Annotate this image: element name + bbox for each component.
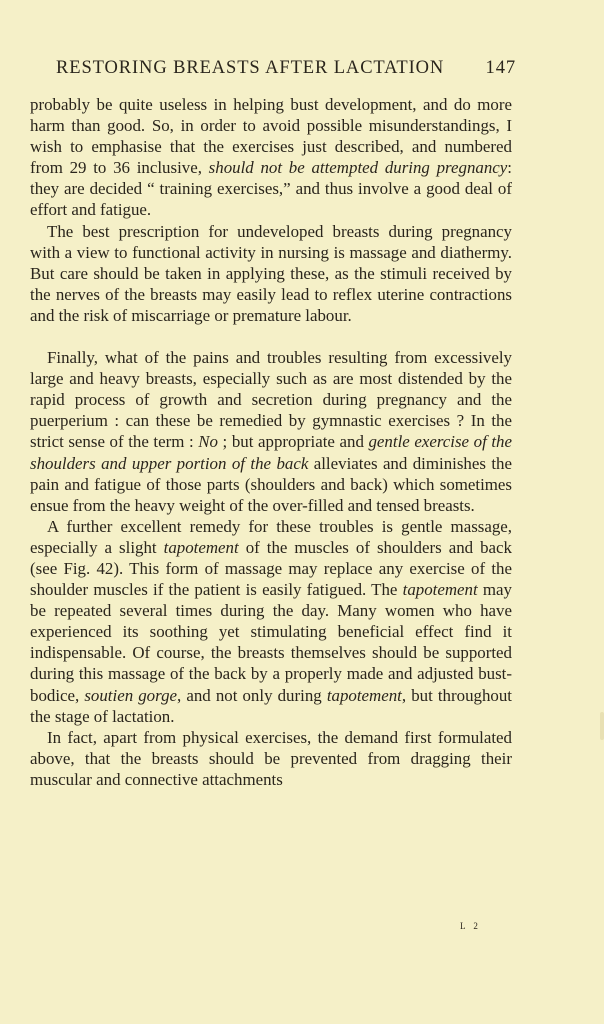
text-run: A further excellent remedy for these troubles is gentle massage, especially a slight	[30, 516, 512, 557]
text-run: alleviates and diminishes the pain and fatigue of those parts (shoulders and back) which sometimes ensue from the heavy weight of the over-filled and tensed breasts.	[30, 453, 512, 515]
italic-text: tapotement	[402, 580, 478, 600]
text-run: , and not only during	[177, 685, 327, 705]
text-run: In fact, apart from physical exercises, the demand first formulated above, that the breasts should be prevented from dragging their muscular and connective attachments	[30, 727, 512, 789]
italic-text: tapotement	[326, 685, 402, 705]
text-run: may be repeated several times during the day. Many women who have experienced its soothing yet stimulating beneficial effect find it indispensable. Of course, the breasts themselves should be supported during this massage of the back by a properly made and adjusted bust-bodice,	[30, 580, 512, 705]
paragraph-massage-remedy	[30, 516, 512, 727]
page-number: 147	[485, 58, 516, 78]
italic-text: gentle exercise of the shoulders and upper portion of the back	[30, 432, 512, 473]
body-text	[30, 94, 512, 790]
text-run: ; but appropriate and	[217, 432, 369, 452]
text-run: probably be quite useless in helping bust development, and do more harm than good. So, in order to avoid possible misunderstandings, I wish to emphasise that the exercises just described, and numbered from 29 to 36 inclusive,	[30, 95, 512, 178]
running-title: RESTORING BREASTS AFTER LACTATION	[56, 58, 445, 78]
running-header	[56, 58, 516, 79]
paragraph-continued	[30, 94, 512, 221]
italic-text: No	[198, 432, 218, 452]
text-run: : they are decided “ training exercises,” and thus involve a good deal of effort and fatigue.	[30, 158, 512, 220]
paragraph-physical-exercises	[30, 727, 512, 790]
text-run: of the muscles of shoulders and back (see Fig. 42). This form of massage may replace any exercise of the shoulder muscles if the patient is easily fatigued. The	[30, 537, 512, 600]
text-run: , but throughout the stage of lactation.	[30, 685, 512, 726]
italic-text: should not be attempted during pregnancy	[208, 158, 508, 178]
paragraph-prescription	[30, 221, 512, 326]
text-run: Finally, what of the pains and troubles resulting from excessively large and heavy breasts, especially such as are most distended by the rapid process of growth and secretion during pregnancy and the puerperium : can these be remedied by gymnastic exercises ? In the strict sense of the term :	[30, 348, 512, 452]
paragraph-pains-troubles	[30, 347, 512, 516]
italic-text: soutien gorge	[84, 685, 178, 705]
text-run: The best prescription for undeveloped breasts during pregnancy with a view to functional activity in nursing is massage and diathermy. But care should be taken in applying these, as the stimuli received by the nerves of the breasts may easily lead to reflex uterine contractions and the risk of miscarriage or premature labour.	[30, 221, 512, 325]
italic-text: tapotement	[163, 537, 239, 557]
page-edge-mark	[600, 712, 604, 740]
signature-mark: L 2	[460, 921, 481, 931]
